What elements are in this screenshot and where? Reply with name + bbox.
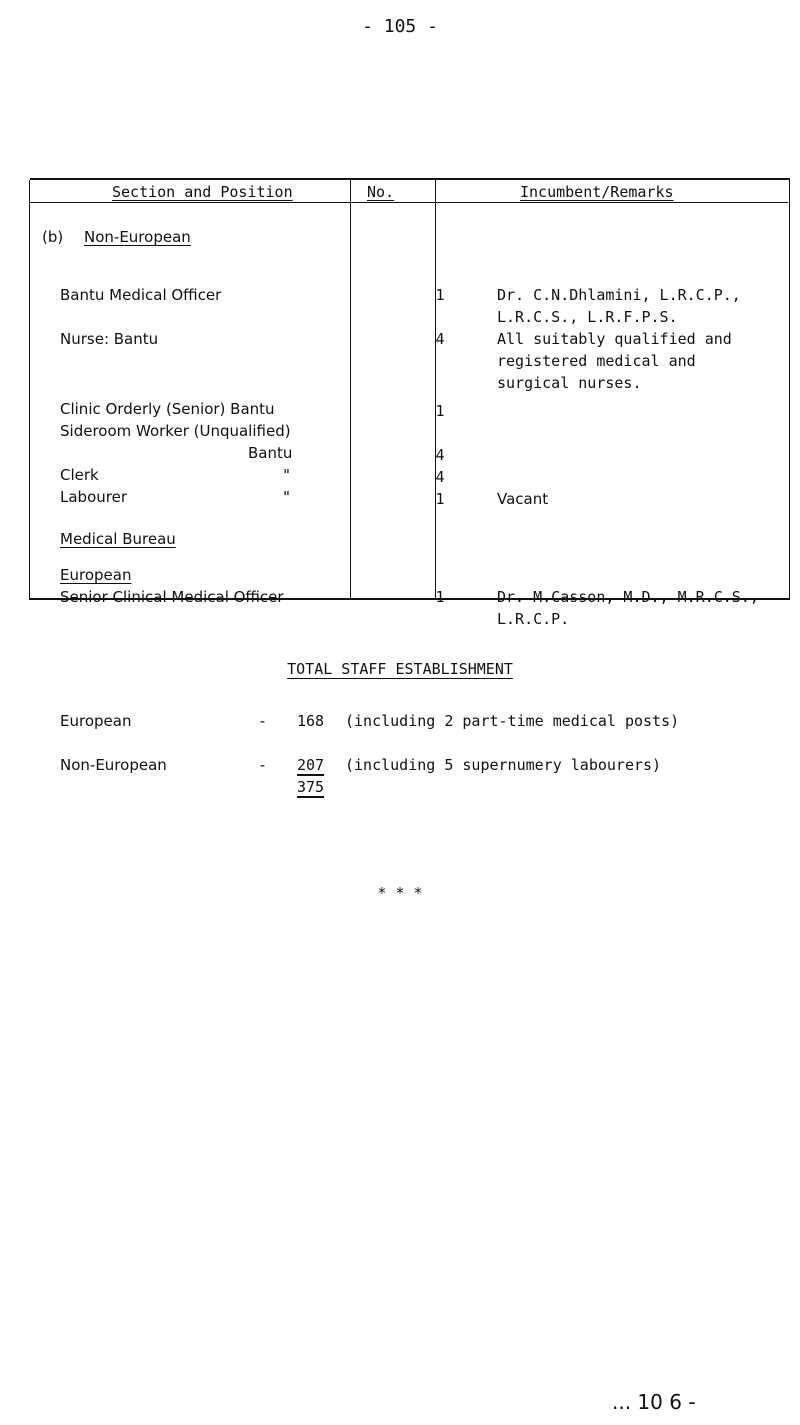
remarks-bantu-medical-officer-cont: L.R.C.S., L.R.F.P.S. <box>497 308 678 326</box>
position-bantu-medical-officer: Bantu Medical Officer <box>60 286 222 304</box>
total-non-european-note: (including 5 supernumery labourers) <box>345 756 662 774</box>
count-clinic-orderly: 1 <box>435 402 445 420</box>
remarks-senior-clinical-medical-officer-cont: L.R.C.P. <box>497 610 570 628</box>
remarks-nurse-line2: registered medical and <box>497 352 696 370</box>
remarks-bantu-medical-officer: Dr. C.N.Dhlamini, L.R.C.P., <box>497 286 741 304</box>
total-non-european-dash: - <box>258 756 268 774</box>
column-rule-remarks <box>435 180 436 600</box>
remarks-labourer: Vacant <box>497 490 549 508</box>
header-section-position: Section and Position <box>112 183 293 201</box>
header-incumbent-remarks: Incumbent/Remarks <box>520 183 674 201</box>
total-european-label: European <box>60 712 132 730</box>
total-non-european-value: 207 <box>297 756 325 774</box>
section-medical-bureau: Medical Bureau <box>60 530 176 548</box>
total-european-value: 168 <box>297 712 325 730</box>
position-nurse-bantu: Nurse: Bantu <box>60 330 159 348</box>
table-left-rule <box>29 180 30 600</box>
section-end-stars: * * * <box>377 884 423 902</box>
remarks-nurse-line3: surgical nurses. <box>497 374 642 392</box>
section-label-b: (b) <box>42 228 64 246</box>
total-staff-title: TOTAL STAFF ESTABLISHMENT <box>287 660 513 678</box>
page-number: - 105 - <box>362 16 438 37</box>
count-clerk: 4 <box>435 468 445 486</box>
remarks-nurse-line1: All suitably qualified and <box>497 330 732 348</box>
footer-continuation: ... 10 6 - <box>612 1390 696 1414</box>
subsection-european: European <box>60 566 132 584</box>
ditto-clerk: " <box>282 466 292 484</box>
total-sum: 375 <box>297 778 325 796</box>
column-rule-no <box>350 180 351 600</box>
header-no: No. <box>367 183 395 201</box>
position-clinic-orderly: Clinic Orderly (Senior) Bantu <box>60 400 275 418</box>
count-senior-clinical-medical-officer: 1 <box>435 588 445 606</box>
total-european-dash: - <box>258 712 268 730</box>
section-title-non-european: Non-European <box>84 228 191 246</box>
ditto-labourer: " <box>282 488 292 506</box>
position-senior-clinical-medical-officer: Senior Clinical Medical Officer <box>60 588 284 606</box>
count-labourer: 1 <box>435 490 445 508</box>
count-sideroom-worker: 4 <box>435 446 445 464</box>
count-nurse-bantu: 4 <box>435 330 445 348</box>
position-labourer: Labourer <box>60 488 127 506</box>
total-european-note: (including 2 part-time medical posts) <box>345 712 680 730</box>
remarks-senior-clinical-medical-officer: Dr. M.Casson, M.D., M.R.C.S., <box>497 588 759 606</box>
position-sideroom-worker-bantu: Bantu <box>248 444 293 462</box>
position-clerk: Clerk <box>60 466 99 484</box>
count-bantu-medical-officer: 1 <box>435 286 445 304</box>
header-rule <box>30 202 788 203</box>
total-non-european-label: Non-European <box>60 756 167 774</box>
position-sideroom-worker: Sideroom Worker (Unqualified) <box>60 422 291 440</box>
